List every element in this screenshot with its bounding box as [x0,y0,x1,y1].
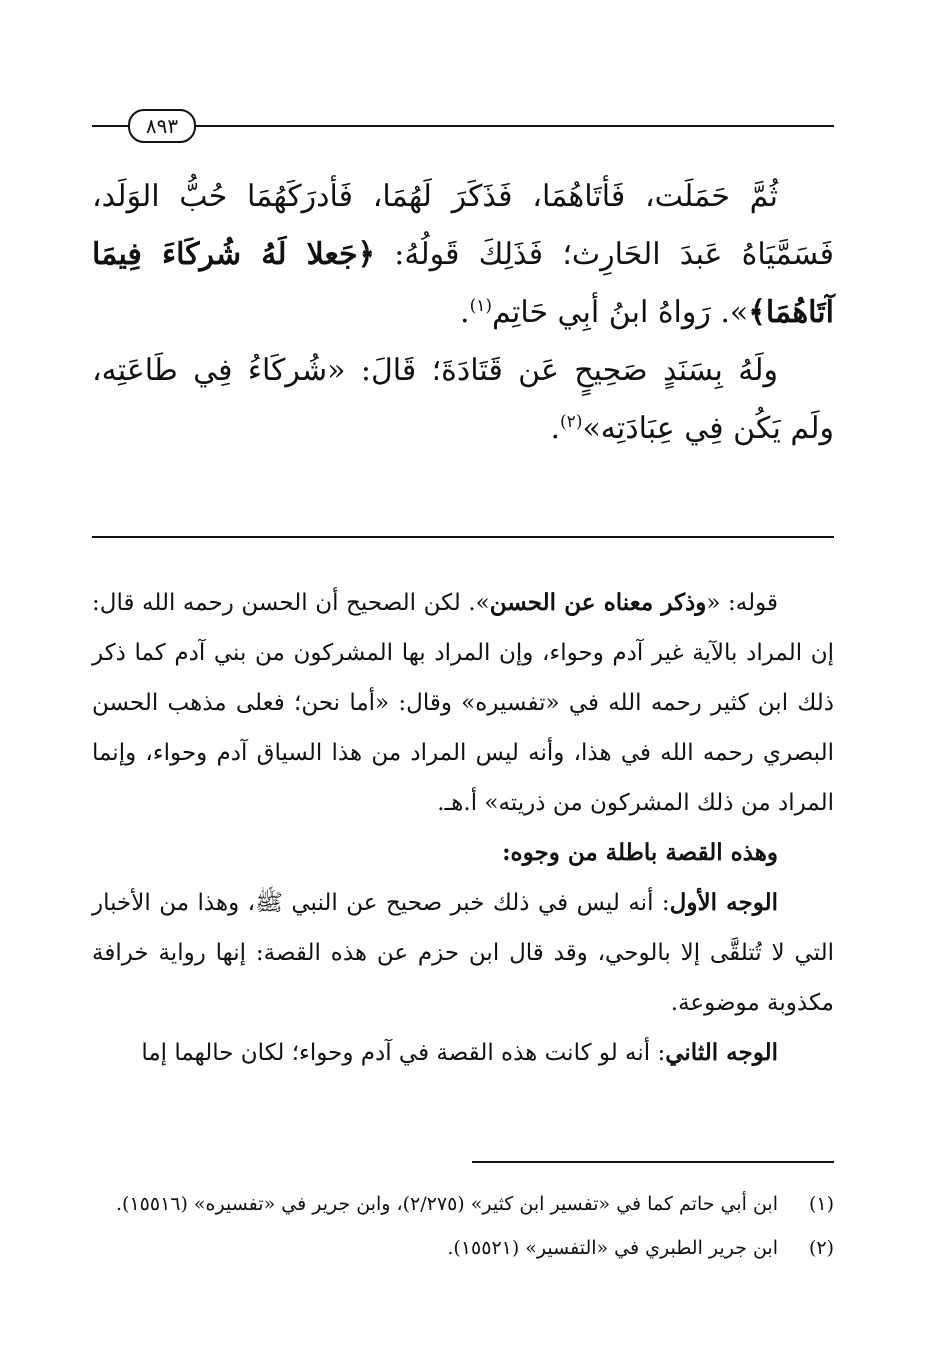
commentary-paragraph-3 [92,878,834,1028]
footnote-1 [92,1182,834,1226]
footnote-number: (١) [808,1193,834,1215]
main-paragraph-1 [92,168,834,342]
commentary [92,578,834,1078]
commentary-label: قوله: « [706,590,778,616]
footnote-divider [472,1161,834,1163]
second-aspect-label: الوجه الثاني [665,1039,778,1066]
main-p2-text: ولَهُ بِسَنَدٍ صَحِيحٍ عَن قَتَادَةَ؛ قَالَ: «شُركَاءُ فِي طَاعَتِه، ولَم يَكُن فِي عِبَادَتِه» [92,353,834,446]
commentary-heading-text: وهذه القصة باطلة من وجوه: [502,839,778,866]
main-p1-text-2: ». رَواهُ ابنُ أبِي حَاتِم [492,295,749,330]
quran-verse: ﴿جَعلا لَهُ شُركَاءَ فِيمَا آتَاهُمَا﴾ [92,237,834,330]
footnote-number: (٢) [808,1237,834,1259]
page-number: ٨٩٣ [128,109,196,143]
footnote-ref-2[interactable]: (٢) [560,412,583,432]
header-rule [92,125,834,127]
commentary-heading [92,828,834,878]
commentary-paragraph-1 [92,578,834,828]
commentary-quote: وذكر معناه عن الحسن [489,589,707,616]
footnotes [92,1182,834,1270]
footnote-2 [92,1226,834,1270]
first-aspect-text: : أنه ليس في ذلك خبر صحيح عن النبي ﷺ، وهذا من الأخبار التي لا تُتلقَّى إلا بالوحي، وقد قال ابن حزم عن هذه القصة: إنها رواية خرافة مكذوبة موضوعة. [92,890,834,1016]
commentary-text-1: ». لكن الصحيح أن الحسن رحمه الله قال: إن المراد بالآية غير آدم وحواء، وإن المراد بها المشركون من بني آدم كما ذكر ذلك ابن كثير رحمه الله في «تفسيره» وقال: «أما نحن؛ فعلى مذهب الحسن البصري رحمه الله في هذا، وأنه ليس المراد من هذا السياق آدم وحواء، وإنما المراد من ذلك المشركون من ذريته» أ.هـ. [92,590,834,816]
commentary-paragraph-4 [92,1028,834,1078]
main-text [92,168,834,458]
first-aspect-label: الوجه الأول [669,889,778,916]
main-p1-end: . [460,295,470,330]
main-p2-end: . [550,411,561,446]
footnote-ref-1[interactable]: (١) [469,296,492,316]
footnote-text: ابن أبي حاتم كما في «تفسير ابن كثير» (٢/٢٧٥)، وابن جرير في «تفسيره» (١٥٥١٦). [116,1193,778,1215]
main-divider [92,536,834,538]
footnote-text: ابن جرير الطبري في «التفسير» (١٥٥٢١). [447,1237,778,1259]
main-p1-text: ثُمَّ حَمَلَت، فَأتَاهُمَا، فَذَكَرَ لَهُمَا، فَأدرَكَهُمَا حُبُّ الوَلَد، فَسَمَّيَاهُ عَبدَ الحَارِث؛ فَذَلِكَ قَولُهُ: [92,179,834,272]
second-aspect-text: : أنه لو كانت هذه القصة في آدم وحواء؛ لكان حالهما إما [141,1040,666,1066]
main-paragraph-2 [92,342,834,458]
